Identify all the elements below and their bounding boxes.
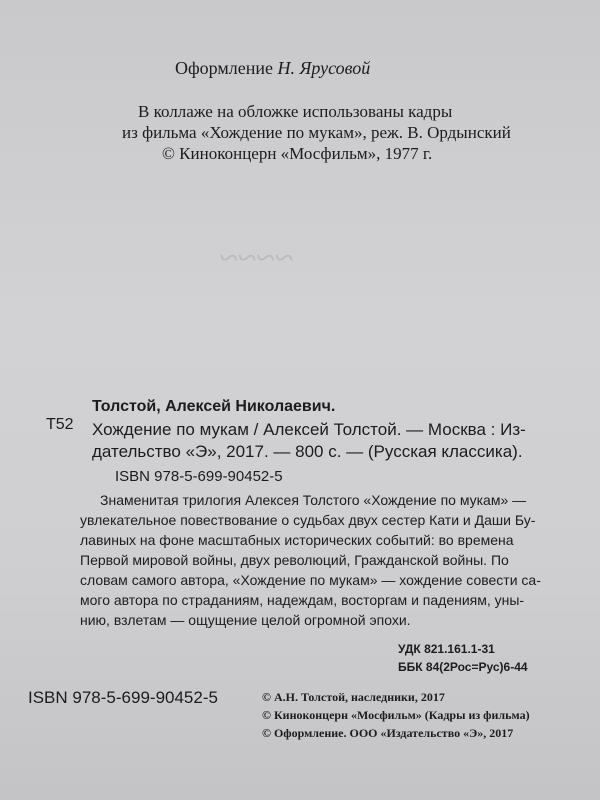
annotation-line-3: лавиных на фоне масштабных исторических событий: во времена xyxy=(80,532,514,548)
designer-prefix: Оформление xyxy=(175,58,274,78)
catalog-bib-line-2: дательство «Э», 2017. — 800 с. — (Русская классика). xyxy=(92,442,523,461)
catalog-code: Т52 xyxy=(46,416,74,433)
copyright-line-2: © Киноконцерн «Мосфильм» (Кадры из фильма) xyxy=(262,708,530,722)
bleed-through-text: ~~~~ xyxy=(220,240,294,277)
catalog-author: Толстой, Алексей Николаевич. xyxy=(92,398,336,415)
catalog-isbn: ISBN 978-5-699-90452-5 xyxy=(115,468,283,485)
bbk-code: ББК 84(2Рос=Рус)6-44 xyxy=(398,660,528,674)
collage-note-line-3: © Киноконцерн «Мосфильм», 1977 г. xyxy=(162,144,433,163)
designer-credit xyxy=(175,58,370,79)
copyright-line-1: © А.Н. Толстой, наследники, 2017 xyxy=(262,690,445,704)
udk-code: УДК 821.161.1-31 xyxy=(398,642,495,656)
annotation-line-1: Знаменитая трилогия Алексея Толстого «Хождение по мукам» — xyxy=(100,492,527,508)
annotation-line-5: словам самого автора, «Хождение по мукам» — хождение совести са- xyxy=(80,572,541,588)
catalog-bib-line-1: Хождение по мукам / Алексей Толстой. — Москва : Из- xyxy=(92,420,526,439)
isbn-bottom: ISBN 978-5-699-90452-5 xyxy=(28,688,218,707)
annotation-line-4: Первой мировой войны, двух революций, Гражданской войны. По xyxy=(80,552,509,568)
annotation-line-2: увлекательное повествование о судьбах двух сестер Кати и Даши Бу- xyxy=(80,512,536,528)
copyright-line-3: © Оформление. ООО «Издательство «Э», 2017 xyxy=(262,726,514,740)
designer-name: Н. Ярусовой xyxy=(277,58,371,78)
collage-note-line-1: В коллаже на обложке использованы кадры xyxy=(138,102,453,121)
annotation-line-7: нию, взлетам — ощущение целой огромной эпохи. xyxy=(80,612,411,628)
annotation-line-6: мого автора по страданиям, надеждам, восторгам и падениям, уны- xyxy=(80,592,525,608)
collage-note-line-2: из фильма «Хождение по мукам», реж. В. Ордынский xyxy=(122,123,511,142)
